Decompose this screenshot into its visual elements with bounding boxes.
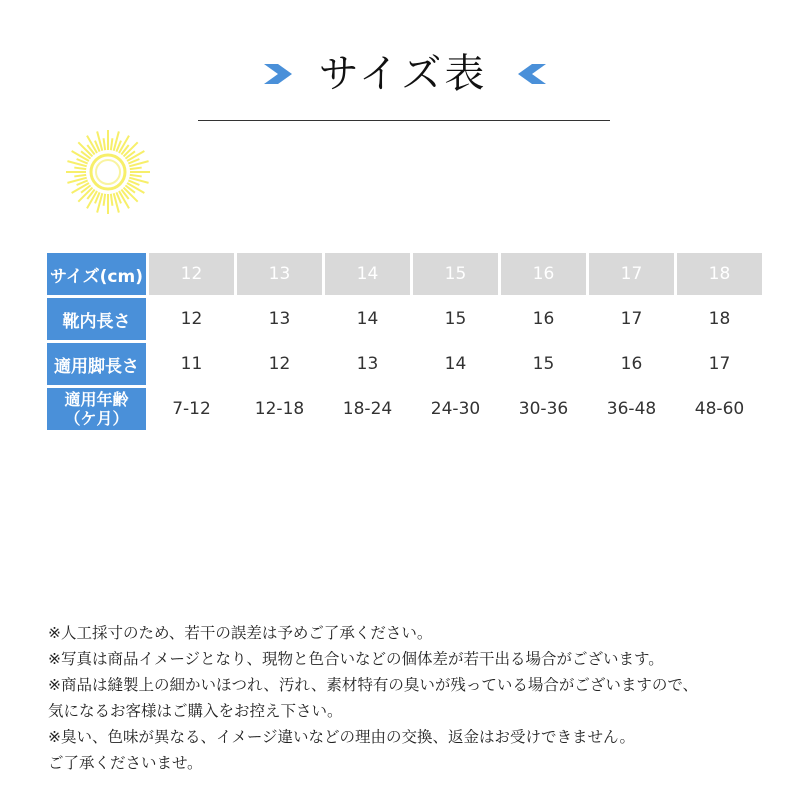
table-cell: 13 xyxy=(356,354,379,374)
table-cell: 13 xyxy=(268,309,291,329)
table-cell: 16 xyxy=(620,354,643,374)
table-cell: 15 xyxy=(532,354,555,374)
note-line: ※商品は縫製上の細かいほつれ、汚れ、素材特有の臭いが残っている場合がございますので、 xyxy=(48,676,699,694)
table-cell: 17 xyxy=(620,309,643,329)
sun-ray xyxy=(104,194,106,206)
sun-ray xyxy=(130,168,142,170)
table-cell: 18-24 xyxy=(342,399,393,419)
chevron-right-icon xyxy=(262,60,300,88)
table-row xyxy=(47,298,762,340)
title-divider xyxy=(198,120,610,121)
table-cell: 36-48 xyxy=(606,399,657,419)
note-line: ※写真は商品イメージとなり、現物と色合いなどの個体差が若干出る場合がございます。 xyxy=(48,650,664,668)
sun-ray xyxy=(130,175,142,177)
sun-ray xyxy=(111,138,113,150)
table-cell: 30-36 xyxy=(518,399,569,419)
table-cell: 11 xyxy=(180,354,203,374)
table-cell: 14 xyxy=(356,309,379,329)
notes xyxy=(48,620,788,776)
table-row xyxy=(47,253,762,295)
table-cell: 48-60 xyxy=(694,399,745,419)
table-cell: 14 xyxy=(325,253,410,295)
page-title: サイズ表 xyxy=(318,51,488,97)
table-cell: 12 xyxy=(149,253,234,295)
table-cell: 14 xyxy=(444,354,467,374)
table-cell: 12 xyxy=(180,309,203,329)
table-cell: 7-12 xyxy=(172,399,211,419)
note-line: ご了承くださいませ。 xyxy=(48,754,203,772)
row-header-line: 適用年齢 xyxy=(64,390,129,409)
table-cell: 17 xyxy=(708,354,731,374)
note-line: ※人工採寸のため、若干の誤差は予めご了承ください。 xyxy=(48,624,433,642)
table-cell: 16 xyxy=(501,253,586,295)
sun-icon xyxy=(64,128,152,216)
table-cell: 13 xyxy=(237,253,322,295)
table-cell: 15 xyxy=(413,253,498,295)
title-area xyxy=(0,48,806,100)
row-header: サイズ(cm) xyxy=(47,253,146,295)
sun-ray xyxy=(104,138,106,150)
note-line: ※臭い、色味が異なる、イメージ違いなどの理由の交換、返金はお受けできません。 xyxy=(48,728,635,746)
table-cell: 12-18 xyxy=(254,399,305,419)
note-line: 気になるお客様はご購入をお控え下さい。 xyxy=(48,702,343,720)
row-header-line: （ケ月） xyxy=(64,409,129,428)
sun-ray xyxy=(74,168,86,170)
table-cell: 24-30 xyxy=(430,399,481,419)
table-cell: 18 xyxy=(677,253,762,295)
chevron-left-icon xyxy=(510,60,548,88)
table-row xyxy=(47,388,762,430)
row-header: 靴内長さ xyxy=(47,298,146,340)
table-row xyxy=(47,343,762,385)
sun-ray xyxy=(74,175,86,177)
table-cell: 12 xyxy=(268,354,291,374)
sun-ray xyxy=(111,194,113,206)
row-header xyxy=(47,388,146,430)
table-cell: 17 xyxy=(589,253,674,295)
table-cell: 16 xyxy=(532,309,555,329)
row-header: 適用脚長さ xyxy=(47,343,146,385)
size-table xyxy=(44,250,765,433)
table-cell: 18 xyxy=(708,309,731,329)
table-cell: 15 xyxy=(444,309,467,329)
